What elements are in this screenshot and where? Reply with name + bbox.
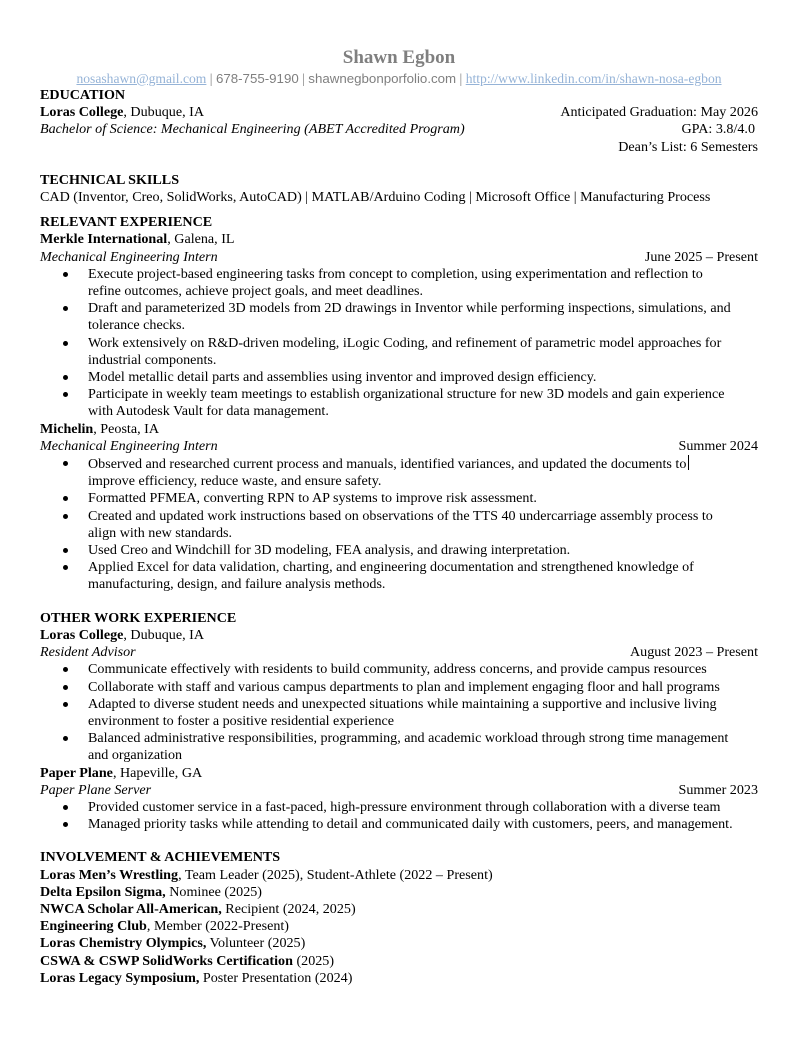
bullet-text-line: improve efficiency, reduce waste, and ensure safety.: [88, 473, 382, 490]
bullet-text-line: Draft and parameterized 3D models from 2D drawings in Inventor while performing inspections, simulations, and: [88, 300, 731, 317]
bullet-text-line: manufacturing, design, and failure analysis methods.: [88, 576, 386, 593]
job-org-line: [40, 765, 758, 782]
bullet-text-line: Used Creo and Windchill for 3D modeling, FEA analysis, and drawing interpretation.: [88, 542, 571, 559]
bullet-text-line: Adapted to diverse student needs and unexpected situations while maintaining a supportive and inclusive living: [88, 695, 717, 712]
candidate-name: Shawn Egbon: [342, 47, 456, 68]
separator: |: [302, 71, 305, 86]
separator: |: [209, 71, 213, 86]
bullet-text-line: Created and updated work instructions based on observations of the TTS 40 undercarriage assembly process to: [88, 507, 713, 524]
involvement-name: Loras Chemistry Olympics,: [40, 935, 207, 952]
job-location: , Dubuque, IA: [123, 626, 205, 643]
bullet-text-line: with Autodesk Vault for data management.: [88, 403, 329, 420]
relevant-experience-heading: RELEVANT EXPERIENCE: [40, 214, 213, 231]
bullet-icon: [63, 341, 68, 346]
job-bullet: [40, 508, 758, 542]
school-name: Loras College: [40, 104, 124, 121]
involvement-heading: INVOLVEMENT & ACHIEVEMENTS: [40, 849, 281, 866]
involvement-name: CSWA & CSWP SolidWorks Certification: [40, 952, 293, 969]
education-heading: EDUCATION: [40, 87, 126, 103]
job-date: August 2023 – Present: [629, 644, 758, 661]
bullet-text-line: Execute project-based engineering tasks from concept to completion, using experimentation and reflection to: [88, 265, 703, 282]
involvement-detail: Volunteer (2025): [206, 935, 306, 952]
involvement-item: [40, 901, 758, 918]
bullet-icon: [63, 805, 68, 810]
bullet-text-line: environment to foster a positive residential experience: [88, 712, 395, 729]
involvement-item: [40, 918, 758, 935]
job-date: June 2025 – Present: [644, 248, 758, 265]
job-bullet-list: [40, 455, 758, 594]
job-role-row: [40, 249, 758, 266]
job-organization: Paper Plane: [40, 764, 113, 781]
job-bullet: [40, 559, 758, 593]
job-role: Mechanical Engineering Intern: [40, 248, 218, 265]
education-school-row: [40, 104, 758, 121]
involvement-detail: Recipient (2024, 2025): [221, 900, 356, 917]
involvement-name: Engineering Club: [40, 918, 147, 935]
bullet-icon: [63, 392, 68, 397]
bullet-text-line: Model metallic detail parts and assemblies using inventor and improved design efficiency.: [88, 369, 597, 386]
bullet-text-line: Communicate effectively with residents to build community, address concerns, and provide campus resources: [88, 661, 707, 678]
job-location: , Hapeville, GA: [112, 764, 203, 781]
job-bullet: [40, 816, 758, 833]
bullet-text-line: Applied Excel for data validation, charting, and engineering documentation and strengthened knowledge of: [88, 559, 694, 576]
graduation-date: Anticipated Graduation: May 2026: [560, 104, 758, 121]
bullet-text-line: Provided customer service in a fast-paced, high-pressure environment through collaboration with a diverse team: [88, 798, 721, 815]
job-bullet-list: [40, 661, 758, 764]
bullet-icon: [63, 306, 68, 311]
involvement-item: [40, 867, 758, 884]
portfolio-site: shawnegbonporfolio.com: [308, 71, 457, 86]
job-role-row: [40, 438, 758, 455]
bullet-icon: [63, 667, 68, 672]
involvement-detail: Nominee (2025): [165, 883, 262, 900]
involvement-name: Loras Legacy Symposium,: [40, 969, 200, 986]
job-date: Summer 2023: [678, 781, 758, 798]
bullet-icon: [63, 375, 68, 380]
job-bullet: [40, 730, 758, 764]
bullet-text-line: industrial components.: [88, 351, 217, 368]
text-cursor: [688, 455, 689, 470]
job-bullet-list: [40, 266, 758, 421]
bullet-text-line: refine outcomes, achieve project goals, and meet deadlines.: [88, 283, 423, 300]
job-org-line: [40, 421, 758, 438]
bullet-icon: [63, 702, 68, 707]
job-role-row: [40, 644, 758, 661]
bullet-icon: [63, 685, 68, 690]
bullet-icon: [63, 565, 68, 570]
involvement-detail: (2025): [292, 952, 335, 969]
bullet-text-line: Collaborate with staff and various campus departments to plan and implement engaging floor and hall programs: [88, 678, 720, 695]
job-bullet: [40, 799, 758, 816]
job-role: Mechanical Engineering Intern: [40, 437, 218, 454]
skills-heading: TECHNICAL SKILLS: [40, 171, 180, 188]
job-bullet: [40, 661, 758, 678]
involvement-detail: , Member (2022-Present): [146, 918, 289, 935]
involvement-detail: Poster Presentation (2024): [199, 969, 353, 986]
involvement-item: [40, 970, 758, 987]
bullet-text-line: Observed and researched current process and manuals, identified variances, and updated the documents to: [88, 455, 758, 473]
education-degree-row: [40, 121, 758, 138]
involvement-name: NWCA Scholar All-American,: [40, 900, 222, 917]
other-jobs: [40, 627, 758, 833]
bullet-text-line: tolerance checks.: [88, 317, 186, 334]
involvement-item: [40, 884, 758, 901]
contact-line: [40, 70, 758, 87]
resume-page: [40, 46, 758, 987]
bullet-text-line: Work extensively on R&D-driven modeling, iLogic Coding, and refinement of parametric model approaches for: [88, 334, 722, 351]
bullet-text-line: align with new standards.: [88, 524, 233, 541]
bullet-text-line: Balanced administrative responsibilities, programming, and academic workload through strong time management: [88, 730, 729, 747]
bullet-icon: [63, 548, 68, 553]
bullet-text-line: and organization: [88, 747, 183, 764]
bullet-icon: [63, 822, 68, 827]
job-date: Summer 2024: [678, 437, 758, 454]
job-location: , Galena, IL: [167, 231, 235, 248]
bullet-icon: [63, 514, 68, 519]
school-location: , Dubuque, IA: [123, 104, 205, 121]
bullet-icon: [63, 736, 68, 741]
deans-list: Dean’s List: 6 Semesters: [618, 138, 758, 155]
involvement-detail: , Team Leader (2025), Student-Athlete (2022 – Present): [178, 866, 493, 883]
job-bullet: [40, 386, 758, 420]
job-bullet: [40, 455, 758, 490]
job-bullet: [40, 266, 758, 300]
bullet-icon: [63, 461, 68, 466]
job-bullet: [40, 490, 758, 507]
degree: Bachelor of Science: Mechanical Engineering (ABET Accredited Program): [40, 121, 465, 138]
other-experience-heading: OTHER WORK EXPERIENCE: [40, 609, 237, 626]
linkedin-link[interactable]: http://www.linkedin.com/in/shawn-nosa-egbon: [465, 71, 722, 86]
job-role: Resident Advisor: [40, 644, 136, 661]
job-location: , Peosta, IA: [93, 420, 160, 437]
separator: |: [459, 71, 463, 86]
job-bullet: [40, 369, 758, 386]
involvement-name: Delta Epsilon Sigma,: [40, 883, 166, 900]
job-bullet: [40, 300, 758, 334]
gpa: GPA: 3.8/4.0: [681, 121, 755, 138]
relevant-jobs: [40, 231, 758, 593]
bullet-icon: [63, 272, 68, 277]
job-organization: Michelin: [40, 420, 94, 437]
bullet-text-line: Formatted PFMEA, converting RPN to AP systems to improve risk assessment.: [88, 490, 537, 507]
involvement-item: [40, 935, 758, 952]
bullet-icon: [63, 496, 68, 501]
involvement-name: Loras Men’s Wrestling: [40, 866, 179, 883]
bullet-text-line: Managed priority tasks while attending to detail and communicated daily with customers, peers, and management.: [88, 816, 733, 833]
job-bullet: [40, 542, 758, 559]
phone-number: 678-755-9190: [215, 71, 299, 86]
job-org-line: [40, 231, 758, 248]
job-organization: Merkle International: [40, 231, 168, 248]
job-org-line: [40, 627, 758, 644]
job-bullet: [40, 679, 758, 696]
job-bullet: [40, 696, 758, 730]
skills-text: CAD (Inventor, Creo, SolidWorks, AutoCAD) | MATLAB/Arduino Coding | Microsoft Office | Manufacturing Process: [40, 189, 711, 206]
job-role: Paper Plane Server: [40, 781, 152, 798]
job-bullet: [40, 335, 758, 369]
job-organization: Loras College: [40, 626, 124, 643]
email-link[interactable]: nosashawn@gmail.com: [76, 71, 207, 86]
involvement-list: [40, 867, 758, 987]
job-bullet-list: [40, 799, 758, 833]
job-role-row: [40, 782, 758, 799]
bullet-text-line: Participate in weekly team meetings to establish organizational structure for new 3D models and gain experience: [88, 386, 725, 403]
involvement-item: [40, 953, 758, 970]
